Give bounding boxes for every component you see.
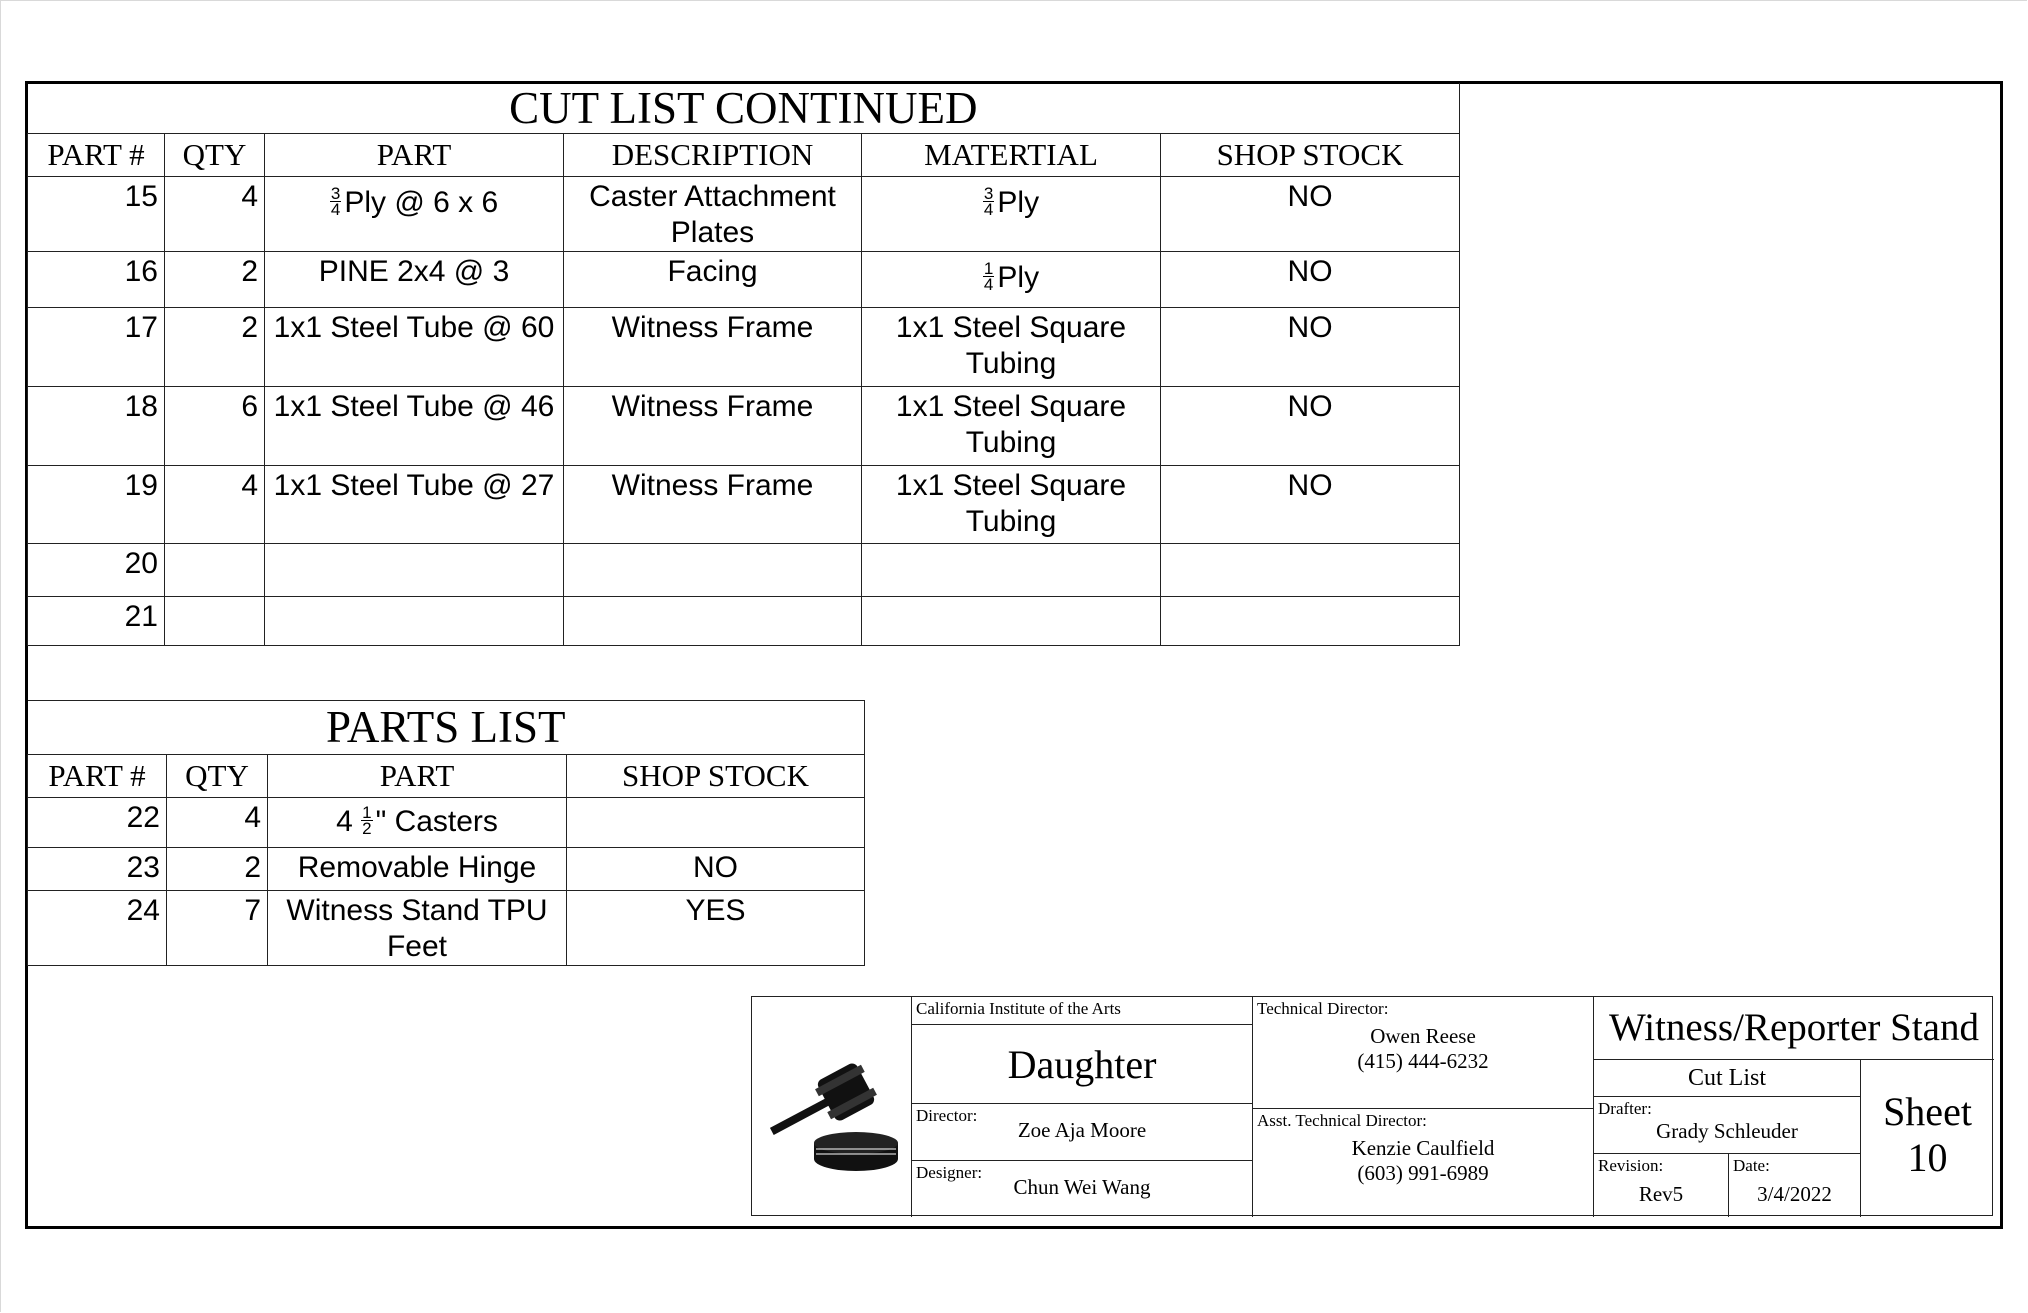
qty-cell bbox=[165, 597, 265, 646]
shop-stock-cell: NO bbox=[1161, 252, 1460, 308]
qty-cell: 4 bbox=[167, 798, 268, 848]
director-cell bbox=[911, 1103, 1253, 1161]
qty-cell: 4 bbox=[165, 466, 265, 544]
parts-list-header-row bbox=[28, 755, 865, 798]
institute-name: California Institute of the Arts bbox=[916, 999, 1121, 1018]
director-name: Zoe Aja Moore bbox=[1017, 1118, 1147, 1142]
asst-technical-director-cell bbox=[1252, 1108, 1594, 1217]
col-header-qty: QTY bbox=[167, 755, 268, 798]
project-cell bbox=[1593, 997, 1994, 1060]
table-row bbox=[28, 891, 865, 966]
show-cell bbox=[911, 1024, 1253, 1104]
description-cell bbox=[564, 544, 862, 597]
description-cell: Witness Frame bbox=[564, 387, 862, 466]
description-cell bbox=[564, 597, 862, 646]
material-cell: $\frac{1}{4}$ Ply bbox=[862, 252, 1161, 308]
sheet-number-cell bbox=[1860, 1059, 1994, 1217]
sheet-label: Sheet bbox=[1883, 1089, 1972, 1134]
part-no-cell: 22 bbox=[28, 798, 167, 848]
cut-list-table bbox=[27, 83, 1460, 646]
part-cell bbox=[265, 597, 564, 646]
revision-value: Rev5 bbox=[1638, 1182, 1684, 1206]
logo-cell bbox=[752, 997, 912, 1217]
date-value: 3/4/2022 bbox=[1757, 1182, 1832, 1206]
shop-stock-cell bbox=[1161, 544, 1460, 597]
part-no-cell: 23 bbox=[28, 848, 167, 891]
col-header-description: DESCRIPTION bbox=[564, 134, 862, 177]
part-cell: Removable Hinge bbox=[268, 848, 567, 891]
parts-list-table bbox=[27, 700, 865, 966]
part-cell: Witness Stand TPU Feet bbox=[268, 891, 567, 966]
shop-stock-cell: NO bbox=[567, 848, 865, 891]
institute-cell bbox=[911, 997, 1253, 1025]
shop-stock-cell bbox=[567, 798, 865, 848]
col-header-part: PART bbox=[265, 134, 564, 177]
parts-list-title: PARTS LIST bbox=[28, 701, 865, 755]
revision-label: Revision: bbox=[1598, 1156, 1664, 1175]
part-no-cell: 21 bbox=[28, 597, 165, 646]
qty-cell: 2 bbox=[165, 308, 265, 387]
part-cell: $\frac{3}{4}$ Ply @ 6 x 6 bbox=[265, 177, 564, 252]
atd-phone: (603) 991-6989 bbox=[1357, 1161, 1489, 1185]
part-no-cell: 15 bbox=[28, 177, 165, 252]
fraction: $\frac{3}{4}$ bbox=[330, 183, 341, 219]
technical-director-cell bbox=[1252, 997, 1594, 1109]
shop-stock-cell: YES bbox=[567, 891, 865, 966]
fraction: $\frac{1}{2}$ bbox=[362, 802, 372, 838]
col-header-shop-stock: SHOP STOCK bbox=[567, 755, 865, 798]
sheet-number: 10 bbox=[1907, 1135, 1948, 1180]
designer-label: Designer: bbox=[916, 1163, 983, 1182]
part-cell: 1x1 Steel Tube @ 27 bbox=[265, 466, 564, 544]
material-cell bbox=[862, 597, 1161, 646]
col-header-part-no: PART # bbox=[28, 134, 165, 177]
atd-label: Asst. Technical Director: bbox=[1257, 1111, 1427, 1130]
material-cell: 1x1 Steel Square Tubing bbox=[862, 466, 1161, 544]
td-phone: (415) 444-6232 bbox=[1357, 1049, 1489, 1073]
part-no-cell: 20 bbox=[28, 544, 165, 597]
col-header-part-no: PART # bbox=[28, 755, 167, 798]
table-row bbox=[28, 177, 1460, 252]
material-cell: 1x1 Steel Square Tubing bbox=[862, 387, 1161, 466]
material-cell: $\frac{3}{4}$ Ply bbox=[862, 177, 1161, 252]
qty-cell bbox=[165, 544, 265, 597]
revision-cell bbox=[1593, 1153, 1729, 1217]
part-cell: 1x1 Steel Tube @ 60 bbox=[265, 308, 564, 387]
part-no-cell: 24 bbox=[28, 891, 167, 966]
td-name: Owen Reese bbox=[1370, 1024, 1476, 1048]
description-cell: Facing bbox=[564, 252, 862, 308]
col-header-material: MATERTIAL bbox=[862, 134, 1161, 177]
atd-name: Kenzie Caulfield bbox=[1351, 1136, 1495, 1160]
cut-list-header-row bbox=[28, 134, 1460, 177]
table-row bbox=[28, 597, 1460, 646]
project-title: Witness/Reporter Stand bbox=[1609, 1006, 1979, 1049]
shop-stock-cell: NO bbox=[1161, 466, 1460, 544]
sheet-title-cell bbox=[1593, 1059, 1861, 1097]
designer-cell bbox=[911, 1160, 1253, 1217]
description-cell: Caster Attachment Plates bbox=[564, 177, 862, 252]
table-row bbox=[28, 252, 1460, 308]
drafter-name: Grady Schleuder bbox=[1656, 1119, 1798, 1143]
part-no-cell: 19 bbox=[28, 466, 165, 544]
table-row bbox=[28, 544, 1460, 597]
title-block bbox=[751, 996, 1993, 1216]
td-label: Technical Director: bbox=[1257, 999, 1389, 1018]
fraction: $\frac{3}{4}$ bbox=[983, 183, 994, 219]
designer-name: Chun Wei Wang bbox=[1013, 1175, 1151, 1199]
table-row bbox=[28, 848, 865, 891]
date-cell bbox=[1728, 1153, 1861, 1217]
fraction: $\frac{1}{4}$ bbox=[983, 258, 994, 294]
director-label: Director: bbox=[916, 1106, 978, 1125]
table-row bbox=[28, 466, 1460, 544]
material-cell: 1x1 Steel Square Tubing bbox=[862, 308, 1161, 387]
date-label: Date: bbox=[1733, 1156, 1770, 1175]
qty-cell: 4 bbox=[165, 177, 265, 252]
show-name: Daughter bbox=[1007, 1042, 1157, 1087]
col-header-qty: QTY bbox=[165, 134, 265, 177]
cut-list-title: CUT LIST CONTINUED bbox=[28, 83, 1460, 134]
table-row bbox=[28, 798, 865, 848]
description-cell: Witness Frame bbox=[564, 308, 862, 387]
table-row bbox=[28, 308, 1460, 387]
description-cell: Witness Frame bbox=[564, 466, 862, 544]
part-no-cell: 16 bbox=[28, 252, 165, 308]
part-cell: PINE 2x4 @ 3 bbox=[265, 252, 564, 308]
gavel-icon bbox=[756, 1047, 906, 1177]
part-cell bbox=[265, 544, 564, 597]
shop-stock-cell: NO bbox=[1161, 308, 1460, 387]
col-header-shop-stock: SHOP STOCK bbox=[1161, 134, 1460, 177]
drafter-label: Drafter: bbox=[1598, 1099, 1652, 1118]
qty-cell: 2 bbox=[167, 848, 268, 891]
table-row bbox=[28, 387, 1460, 466]
shop-stock-cell bbox=[1161, 597, 1460, 646]
col-header-part: PART bbox=[268, 755, 567, 798]
part-no-cell: 17 bbox=[28, 308, 165, 387]
sheet-title: Cut List bbox=[1687, 1065, 1766, 1091]
drafter-cell bbox=[1593, 1096, 1861, 1154]
part-no-cell: 18 bbox=[28, 387, 165, 466]
material-cell bbox=[862, 544, 1161, 597]
part-cell: 1x1 Steel Tube @ 46 bbox=[265, 387, 564, 466]
qty-cell: 7 bbox=[167, 891, 268, 966]
shop-stock-cell: NO bbox=[1161, 177, 1460, 252]
qty-cell: 2 bbox=[165, 252, 265, 308]
qty-cell: 6 bbox=[165, 387, 265, 466]
shop-stock-cell: NO bbox=[1161, 387, 1460, 466]
part-cell: 4 $\frac{1}{2}$ " Casters bbox=[268, 798, 567, 848]
